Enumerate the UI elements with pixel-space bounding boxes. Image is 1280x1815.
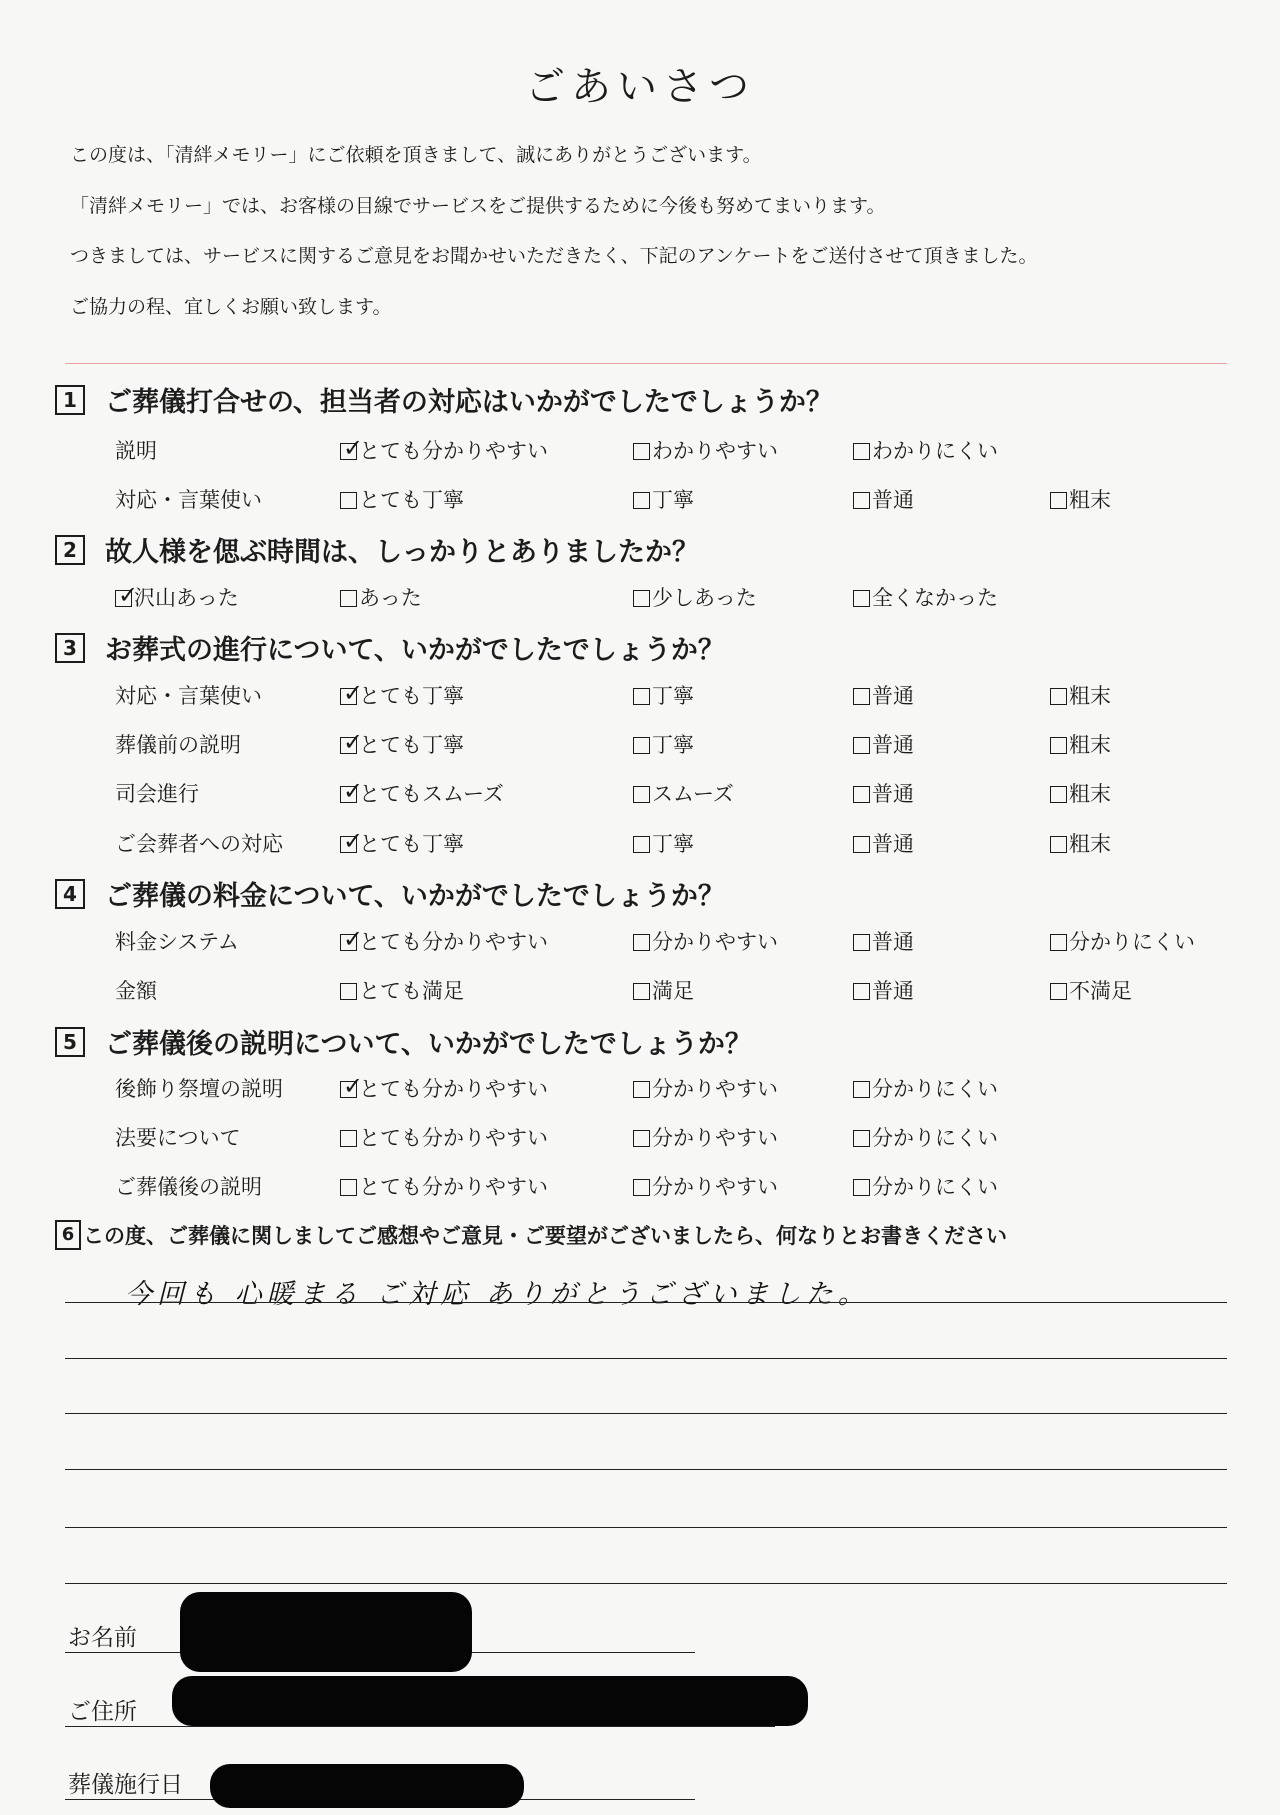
intro-text	[70, 140, 1037, 342]
option-label: とても分かりやすい	[359, 439, 548, 463]
option-label: 分かりやすい	[652, 1126, 778, 1150]
checkbox-icon[interactable]	[633, 934, 650, 951]
option-label: 分かりやすい	[652, 1077, 778, 1101]
option-label: とてもスムーズ	[359, 782, 504, 806]
row-label: ご葬儀後の説明	[115, 1175, 262, 1199]
option-label: 沢山あった	[134, 586, 239, 610]
checkbox-option[interactable]	[340, 1122, 548, 1152]
checkbox-icon[interactable]	[1050, 688, 1067, 705]
checkbox-icon[interactable]	[340, 492, 357, 509]
option-label: 分かりにくい	[872, 1077, 998, 1101]
question-2-heading	[55, 530, 699, 569]
option-label: 普通	[872, 979, 914, 1003]
checkbox-icon[interactable]	[633, 688, 650, 705]
page-title: ごあいさつ	[525, 64, 755, 110]
checkbox-icon[interactable]	[633, 1081, 650, 1098]
checkbox-option[interactable]	[853, 828, 914, 858]
option-label: 粗末	[1069, 832, 1111, 856]
question-number: 1	[55, 385, 85, 415]
checkbox-option[interactable]	[633, 926, 778, 956]
checkbox-icon[interactable]	[633, 1179, 650, 1196]
option-label: とても分かりやすい	[359, 930, 548, 954]
checkbox-icon[interactable]	[115, 580, 139, 609]
check-mark-icon: ✓	[343, 678, 364, 707]
question-6-heading	[55, 1220, 1007, 1250]
check-mark-icon: ✓	[343, 1071, 364, 1100]
option-label: 丁寧	[652, 684, 694, 708]
checkbox-option[interactable]	[853, 484, 914, 514]
question-3-heading	[55, 628, 725, 667]
checkbox-icon[interactable]	[340, 983, 357, 1000]
checkbox-icon[interactable]	[340, 590, 357, 607]
checkbox-icon[interactable]	[853, 1130, 870, 1147]
check-mark-icon: ✓	[343, 433, 364, 462]
checkbox-icon[interactable]	[853, 836, 870, 853]
row-label: 葬儀前の説明	[115, 733, 241, 757]
question-4-heading	[55, 874, 725, 913]
question-text: ご葬儀打合せの、担当者の対応はいかがでしたでしょうか？	[105, 387, 833, 418]
question-1-heading	[55, 380, 833, 419]
question-row	[115, 975, 1235, 1009]
option-label: 少しあった	[652, 586, 757, 610]
question-row	[115, 828, 1235, 862]
row-label: 説明	[115, 439, 157, 463]
checkbox-icon[interactable]	[340, 924, 364, 953]
redacted-name	[180, 1592, 472, 1672]
option-label: とても丁寧	[359, 832, 464, 856]
checkbox-option[interactable]	[633, 828, 694, 858]
check-mark-icon: ✓	[343, 776, 364, 805]
checkbox-icon[interactable]	[853, 1179, 870, 1196]
option-label: 粗末	[1069, 733, 1111, 757]
question-row	[115, 435, 1235, 469]
checkbox-option[interactable]	[633, 435, 778, 465]
checkbox-icon[interactable]	[1050, 934, 1067, 951]
checkbox-option[interactable]	[1050, 778, 1111, 808]
row-label: ご会葬者への対応	[115, 832, 283, 856]
option-label: 普通	[872, 782, 914, 806]
checkbox-option[interactable]	[853, 729, 914, 759]
checkbox-option[interactable]	[633, 582, 757, 612]
question-text: この度、ご葬儀に関しましてご感想やご意見・ご要望がございましたら、何なりとお書きください	[83, 1223, 1007, 1248]
intro-line: ご協力の程、宜しくお願い致します。	[70, 295, 392, 318]
checkbox-icon[interactable]	[853, 443, 870, 460]
option-label: とても丁寧	[359, 733, 464, 757]
check-mark-icon: ✓	[343, 727, 364, 756]
checkbox-option[interactable]	[633, 1122, 778, 1152]
row-label: 対応・言葉使い	[115, 488, 262, 512]
checkbox-option[interactable]	[340, 582, 422, 612]
question-row	[115, 680, 1235, 714]
checkbox-option[interactable]	[1050, 926, 1195, 956]
checkbox-option[interactable]	[340, 435, 548, 465]
row-label: 金額	[115, 979, 157, 1003]
check-mark-icon: ✓	[343, 924, 364, 953]
checkbox-icon[interactable]	[633, 1130, 650, 1147]
comment-line	[65, 1358, 1227, 1359]
intro-line: この度は、「清絆メモリー」にご依頼を頂きまして、誠にありがとうございます。	[70, 144, 762, 166]
option-label: 普通	[872, 930, 914, 954]
checkbox-icon[interactable]	[1050, 492, 1067, 509]
checkbox-icon[interactable]	[853, 1081, 870, 1098]
checkbox-option[interactable]	[853, 975, 914, 1005]
checkbox-icon[interactable]	[340, 1071, 364, 1100]
row-label: 法要について	[115, 1126, 241, 1150]
checkbox-icon[interactable]	[633, 443, 650, 460]
checkbox-icon[interactable]	[340, 727, 364, 756]
option-label: 粗末	[1069, 782, 1111, 806]
option-label: 分かりにくい	[872, 1175, 998, 1199]
checkbox-icon[interactable]	[340, 1130, 357, 1147]
redacted-date	[210, 1764, 524, 1808]
question-text: お葬式の進行について、いかがでしたでしょうか？	[105, 635, 725, 666]
question-row	[115, 1122, 1235, 1156]
intro-line: つきましては、サービスに関するご意見をお聞かせいただきたく、下記のアンケートをご送付させて頂きました。	[70, 245, 1038, 267]
option-label: 丁寧	[652, 488, 694, 512]
checkbox-icon[interactable]	[853, 590, 870, 607]
option-label: わかりやすい	[652, 439, 778, 463]
checkbox-icon[interactable]	[1050, 786, 1067, 803]
option-label: 普通	[872, 733, 914, 757]
question-5-heading	[55, 1022, 752, 1061]
checkbox-option[interactable]	[853, 435, 998, 465]
option-label: 満足	[652, 979, 694, 1003]
checkbox-icon[interactable]	[853, 934, 870, 951]
redacted-address	[172, 1676, 808, 1726]
question-row	[115, 1073, 1235, 1107]
row-label: 司会進行	[115, 782, 199, 806]
checkbox-icon[interactable]	[340, 433, 364, 462]
checkbox-icon[interactable]	[633, 983, 650, 1000]
question-row	[115, 926, 1235, 960]
checkbox-option[interactable]	[633, 778, 734, 808]
checkbox-icon[interactable]	[1050, 737, 1067, 754]
question-row	[115, 582, 1235, 616]
checkbox-option[interactable]	[115, 582, 239, 612]
checkbox-option[interactable]	[633, 484, 694, 514]
date-label: 葬儀施行日	[68, 1772, 183, 1798]
row-label: 対応・言葉使い	[115, 684, 262, 708]
option-label: わかりにくい	[872, 439, 998, 463]
checkbox-option[interactable]	[633, 1073, 778, 1103]
checkbox-option[interactable]	[340, 975, 464, 1005]
option-label: 丁寧	[652, 832, 694, 856]
checkbox-option[interactable]	[1050, 975, 1132, 1005]
checkbox-icon[interactable]	[340, 678, 364, 707]
option-label: とても丁寧	[359, 684, 464, 708]
question-row	[115, 729, 1235, 763]
question-text: 故人様を偲ぶ時間は、しっかりとありましたか？	[105, 537, 699, 568]
option-label: 普通	[872, 488, 914, 512]
checkbox-icon[interactable]	[633, 590, 650, 607]
checkbox-option[interactable]	[340, 1073, 548, 1103]
option-label: 全くなかった	[872, 586, 998, 610]
checkbox-icon[interactable]	[853, 786, 870, 803]
question-row	[115, 1171, 1235, 1205]
address-label: ご住所	[68, 1699, 137, 1725]
comment-answer[interactable]: 今回も 心暖まる ご対応 ありがとうございました。	[125, 1279, 870, 1310]
checkbox-option[interactable]	[340, 1171, 548, 1201]
checkbox-option[interactable]	[1050, 484, 1111, 514]
question-text: ご葬儀後の説明について、いかがでしたでしょうか？	[105, 1029, 752, 1060]
checkbox-icon[interactable]	[1050, 836, 1067, 853]
checkbox-option[interactable]	[633, 975, 694, 1005]
checkbox-icon[interactable]	[633, 492, 650, 509]
checkbox-icon[interactable]	[340, 826, 364, 855]
option-label: 粗末	[1069, 684, 1111, 708]
comment-line	[65, 1469, 1227, 1470]
checkbox-icon[interactable]	[340, 1179, 357, 1196]
comment-line	[65, 1302, 1227, 1303]
checkbox-icon[interactable]	[340, 776, 364, 805]
name-label: お名前	[68, 1625, 137, 1651]
checkbox-option[interactable]	[853, 582, 998, 612]
check-mark-icon: ✓	[343, 826, 364, 855]
divider	[65, 363, 1227, 364]
comment-line	[65, 1413, 1227, 1414]
checkbox-icon[interactable]	[633, 737, 650, 754]
option-label: 不満足	[1069, 979, 1132, 1003]
checkbox-icon[interactable]	[853, 492, 870, 509]
checkbox-icon[interactable]	[853, 737, 870, 754]
question-row	[115, 778, 1235, 812]
option-label: 分かりやすい	[652, 930, 778, 954]
option-label: 分かりやすい	[652, 1175, 778, 1199]
checkbox-icon[interactable]	[633, 786, 650, 803]
check-mark-icon: ✓	[118, 580, 139, 609]
checkbox-option[interactable]	[853, 1171, 998, 1201]
question-number: 3	[55, 633, 85, 663]
question-text: ご葬儀の料金について、いかがでしたでしょうか？	[105, 881, 725, 912]
checkbox-option[interactable]	[633, 729, 694, 759]
option-label: とても分かりやすい	[359, 1126, 548, 1150]
checkbox-icon[interactable]	[1050, 983, 1067, 1000]
row-label: 後飾り祭壇の説明	[115, 1077, 283, 1101]
checkbox-option[interactable]	[853, 1073, 998, 1103]
checkbox-option[interactable]	[340, 926, 548, 956]
comment-line	[65, 1583, 1227, 1584]
checkbox-icon[interactable]	[853, 983, 870, 1000]
question-number: 2	[55, 535, 85, 565]
option-label: 分かりにくい	[1069, 930, 1195, 954]
checkbox-option[interactable]	[340, 484, 464, 514]
option-label: とても満足	[359, 979, 464, 1003]
checkbox-option[interactable]	[853, 926, 914, 956]
question-number: 5	[55, 1027, 85, 1057]
question-number: 6	[55, 1220, 81, 1250]
checkbox-option[interactable]	[1050, 680, 1111, 710]
checkbox-option[interactable]	[340, 778, 504, 808]
option-label: 普通	[872, 832, 914, 856]
checkbox-icon[interactable]	[853, 688, 870, 705]
question-row	[115, 484, 1235, 518]
option-label: 普通	[872, 684, 914, 708]
option-label: 粗末	[1069, 488, 1111, 512]
checkbox-option[interactable]	[340, 828, 464, 858]
checkbox-option[interactable]	[853, 680, 914, 710]
checkbox-option[interactable]	[853, 1122, 998, 1152]
checkbox-option[interactable]	[1050, 828, 1111, 858]
checkbox-option[interactable]	[633, 1171, 778, 1201]
checkbox-option[interactable]	[340, 680, 464, 710]
checkbox-option[interactable]	[1050, 729, 1111, 759]
address-line	[65, 1726, 775, 1727]
checkbox-option[interactable]	[340, 729, 464, 759]
option-label: あった	[359, 586, 422, 610]
checkbox-option[interactable]	[853, 778, 914, 808]
option-label: 丁寧	[652, 733, 694, 757]
intro-line: 「清絆メモリー」では、お客様の目線でサービスをご提供するために今後も努めてまいります。	[70, 194, 886, 217]
question-number: 4	[55, 879, 85, 909]
row-label: 料金システム	[115, 930, 239, 954]
option-label: とても丁寧	[359, 488, 464, 512]
option-label: とても分かりやすい	[359, 1175, 548, 1199]
option-label: とても分かりやすい	[359, 1077, 548, 1101]
checkbox-option[interactable]	[633, 680, 694, 710]
checkbox-icon[interactable]	[633, 836, 650, 853]
option-label: 分かりにくい	[872, 1126, 998, 1150]
option-label: スムーズ	[652, 782, 734, 806]
comment-line	[65, 1527, 1227, 1528]
